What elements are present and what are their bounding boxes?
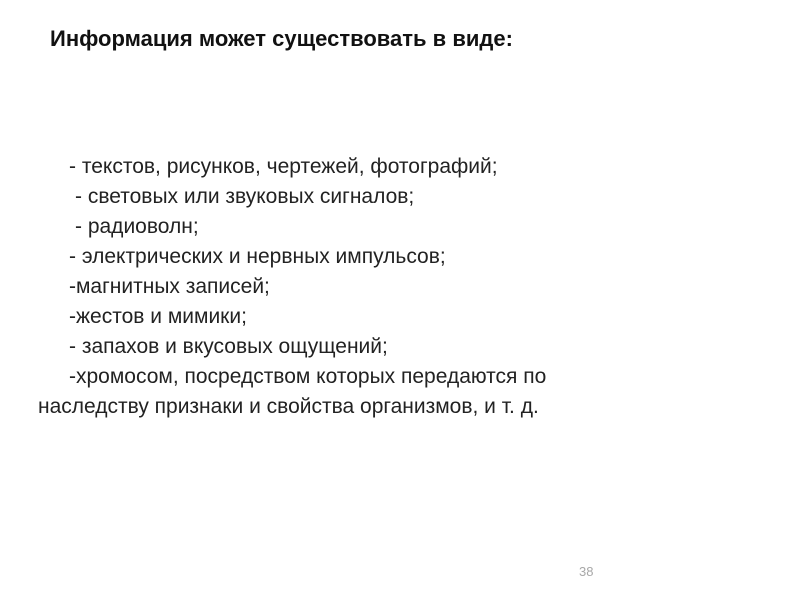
list-item: - световых или звуковых сигналов; bbox=[75, 185, 415, 208]
list-item: - радиоволн; bbox=[75, 215, 199, 238]
list-item: -хромосом, посредством которых передаются по наследству признаки и свойства организмов, и т. д. bbox=[38, 365, 547, 418]
list-item: - запахов и вкусовых ощущений; bbox=[69, 335, 388, 358]
list-item: - текстов, рисунков, чертежей, фотографий; bbox=[69, 155, 498, 178]
slide-title: Информация может существовать в виде: bbox=[50, 26, 513, 51]
list-item: -магнитных записей; bbox=[69, 275, 270, 298]
list-item: -жестов и мимики; bbox=[69, 305, 247, 328]
list-item: - электрических и нервных импульсов; bbox=[69, 245, 446, 268]
content-list bbox=[38, 152, 638, 422]
page-number: 38 bbox=[579, 564, 594, 579]
